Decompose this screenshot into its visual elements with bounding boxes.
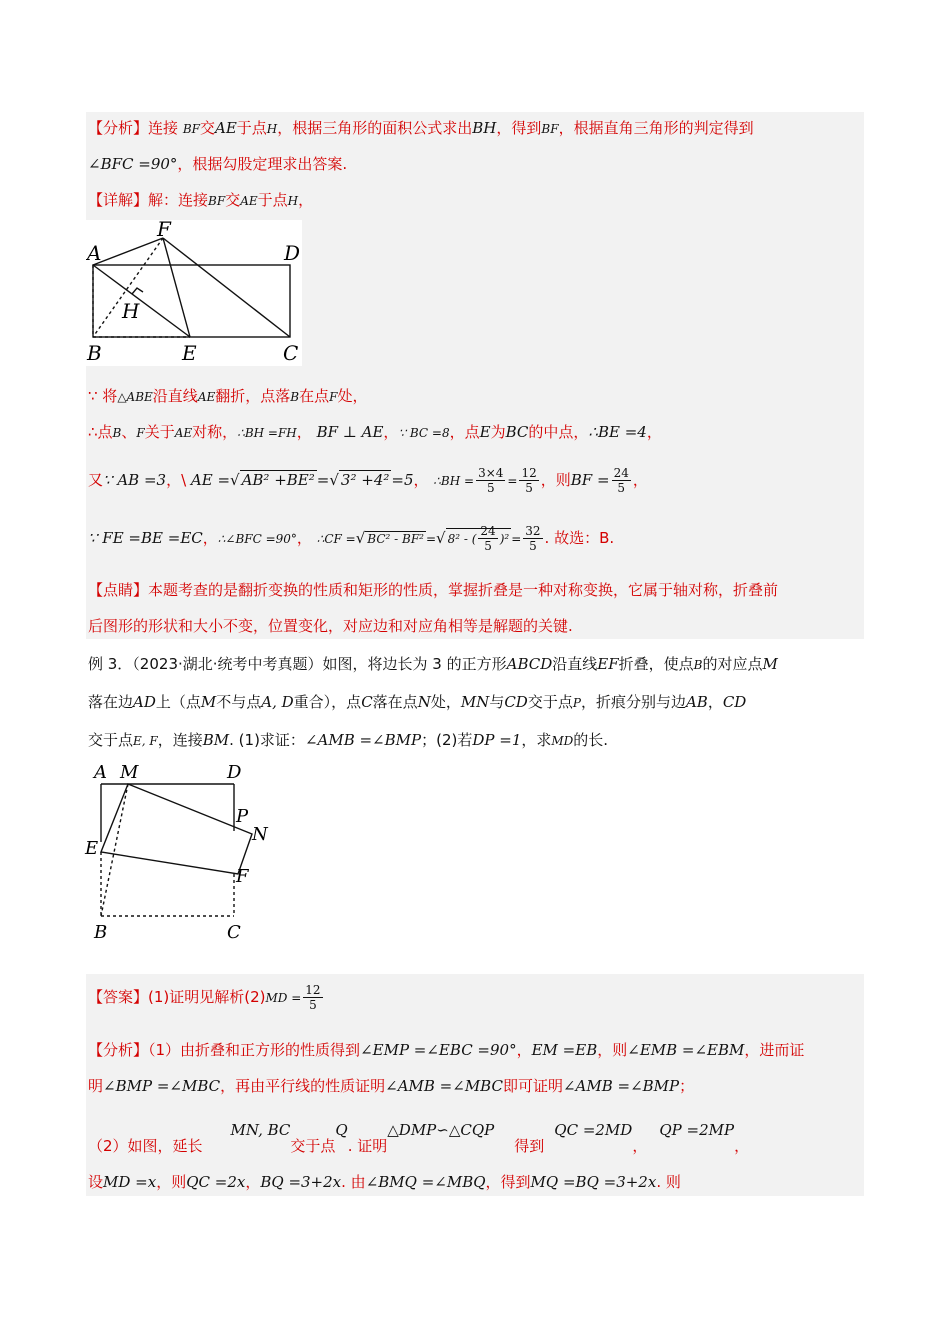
- example-3-line-3: 交于点E, F，连接BM. (1)求证：∠AMB =∠BMP；(2)若DP =1，求MD的长.: [88, 731, 609, 749]
- detail-line: 【详解】解：连接BF交AE于点H，: [88, 191, 314, 209]
- label-P: P: [236, 806, 249, 827]
- fraction: $\frac{12}{5}$: [521, 466, 537, 495]
- step-2: ∴点B、F关于AE对称，∴BH =FH， BF ⊥ AE，∵ BC =8，点E为BC的中点，∴BE =4，: [88, 423, 662, 441]
- fraction: $\frac{24}{5}$: [480, 524, 496, 553]
- label-B: B: [94, 922, 108, 943]
- fraction: $\frac{32}{5}$: [525, 524, 541, 553]
- label-D: D: [227, 762, 242, 783]
- analysis3-line-2: 明∠BMP =∠MBC，再由平行线的性质证明∠AMB =∠MBC即可证明∠AMB =∠BMP；: [88, 1077, 695, 1095]
- label-C: C: [227, 922, 241, 943]
- analysis3-line-1: 【分析】（1）由折叠和正方形的性质得到∠EMP =∠EBC =90°，EM =EB，则∠EMB =∠EBM，进而证: [88, 1041, 805, 1059]
- label-H: H: [122, 299, 140, 323]
- square-fold-figure: [84, 758, 274, 944]
- step-4: ∵ FE =BE =EC，∴∠BFC =90°， ∴CF =√ BC² - BF² =√ 8² - ( $\frac{24}{5}$ )² = $\frac{32}{5}$ . 故选：B.: [88, 524, 615, 553]
- example-3-line-1: 例 3．（2023·湖北·统考中考真题）如图，将边长为 3 的正方形ABCD沿直线EF折叠，使点B的对应点M: [88, 655, 778, 673]
- label-M: M: [120, 762, 139, 783]
- analysis-line-1: 【分析】连接 BF交AE于点H，根据三角形的面积公式求出BH，得到BF，根据直角三角形的判定得到: [88, 119, 754, 137]
- label-N: N: [252, 824, 268, 845]
- comment-line-2: 后图形的形状和大小不变，位置变化，对应边和对应角相等是解题的关键.: [88, 617, 573, 635]
- label-B: B: [87, 341, 102, 365]
- label-D: D: [284, 241, 301, 265]
- step-3: 又∵ AB =3，\ AE =√ AB² +BE² =√ 3² +4² =5， ∴BH = $\frac{3\times 4}{5}$ = $\frac{12}{5}$ ，则BF = $\frac{24}{5}$ ，: [88, 466, 648, 495]
- analysis3-line-3: （2）如图，延长MN, BC交于点Q. 证明△DMP∽△CQP得到QC =2MD，QP =2MP，: [88, 1121, 750, 1155]
- step-1: ∵ 将△ABE沿直线AE翻折，点落B在点F处，: [88, 387, 368, 405]
- example-3-line-2: 落在边AD上（点M不与点A, D重合），点C落在点N处，MN与CD交于点P，折痕分别与边AB，CD: [88, 693, 747, 711]
- label-E: E: [85, 838, 99, 859]
- fraction: $\frac{3\times 4}{5}$: [478, 466, 504, 495]
- label-F: F: [236, 866, 249, 887]
- label-A: A: [94, 762, 107, 783]
- comment-line-1: 【点睛】本题考查的是翻折变换的性质和矩形的性质，掌握折叠是一种对称变换，它属于轴对称，折叠前: [88, 581, 779, 599]
- answer-line: 【答案】(1)证明见解析(2)MD = $\frac{12}{5}$: [88, 983, 321, 1012]
- rectangle-fold-figure: [86, 220, 302, 366]
- label-C: C: [283, 341, 299, 365]
- label-E: E: [182, 341, 197, 365]
- analysis3-line-4: 设MD =x，则QC =2x，BQ =3+2x. 由∠BMQ =∠MBQ，得到MQ =BQ =3+2x. 则: [88, 1173, 681, 1191]
- fraction: $\frac{12}{5}$: [305, 983, 321, 1012]
- analysis-line-2: ∠BFC =90°，根据勾股定理求出答案.: [88, 155, 348, 173]
- label-F: F: [157, 220, 171, 241]
- label-A: A: [87, 241, 102, 265]
- fraction: $\frac{24}{5}$: [613, 466, 629, 495]
